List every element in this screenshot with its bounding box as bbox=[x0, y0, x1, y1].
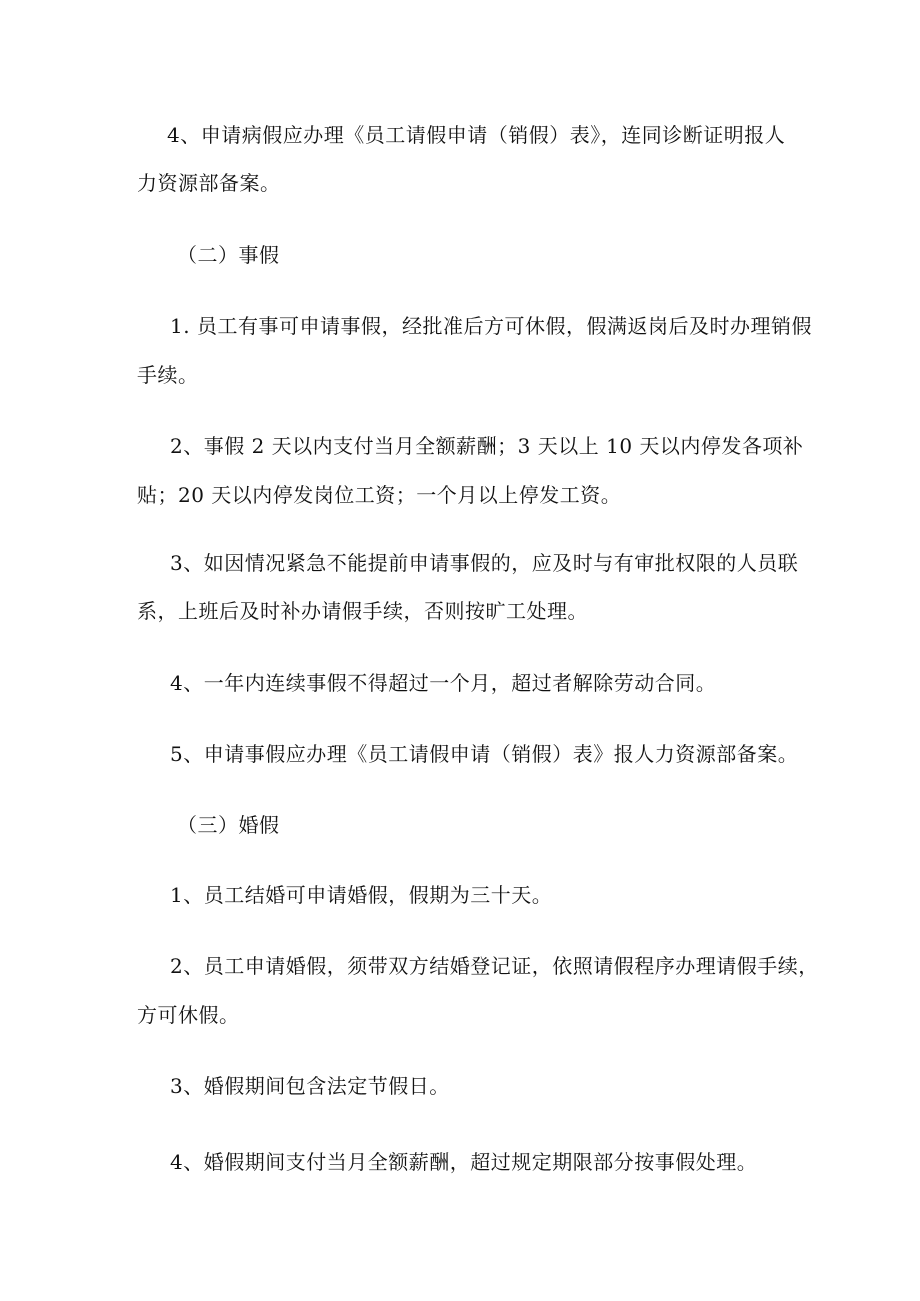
sick-leave-item-4-line-1: 4、申请病假应办理《员工请假申请（销假）表》，连同诊断证明报人 bbox=[167, 123, 786, 147]
marriage-leave-item-4: 4、婚假期间支付当月全额薪酬，超过规定期限部分按事假处理。 bbox=[170, 1150, 758, 1174]
sick-leave-item-4-line-2: 力资源部备案。 bbox=[137, 171, 281, 195]
section-heading-marriage-leave: （三）婚假 bbox=[177, 813, 280, 837]
marriage-leave-item-2-line-2: 方可休假。 bbox=[137, 1003, 240, 1027]
personal-leave-item-1-line-2: 手续。 bbox=[137, 363, 199, 387]
personal-leave-item-3-line-2: 系，上班后及时补办请假手续，否则按旷工处理。 bbox=[137, 599, 588, 623]
section-heading-personal-leave: （二）事假 bbox=[177, 243, 280, 267]
marriage-leave-item-3: 3、婚假期间包含法定节假日。 bbox=[170, 1074, 450, 1098]
personal-leave-item-1-line-1: 1. 员工有事可申请事假，经批准后方可休假，假满返岗后及时办理销假 bbox=[170, 314, 812, 338]
marriage-leave-item-1: 1、员工结婚可申请婚假，假期为三十天。 bbox=[170, 883, 553, 907]
personal-leave-item-4: 4、一年内连续事假不得超过一个月，超过者解除劳动合同。 bbox=[170, 671, 717, 695]
personal-leave-item-2-line-1: 2、事假 2 天以内支付当月全额薪酬；3 天以上 10 天以内停发各项补 bbox=[170, 434, 804, 458]
personal-leave-item-5: 5、申请事假应办理《员工请假申请（销假）表》报人力资源部备案。 bbox=[170, 742, 799, 766]
personal-leave-item-2-line-2: 贴；20 天以内停发岗位工资；一个月以上停发工资。 bbox=[137, 483, 622, 507]
personal-leave-item-3-line-1: 3、如因情况紧急不能提前申请事假的，应及时与有审批权限的人员联 bbox=[170, 551, 799, 575]
marriage-leave-item-2-line-1: 2、员工申请婚假，须带双方结婚登记证，依照请假程序办理请假手续， bbox=[170, 954, 819, 978]
